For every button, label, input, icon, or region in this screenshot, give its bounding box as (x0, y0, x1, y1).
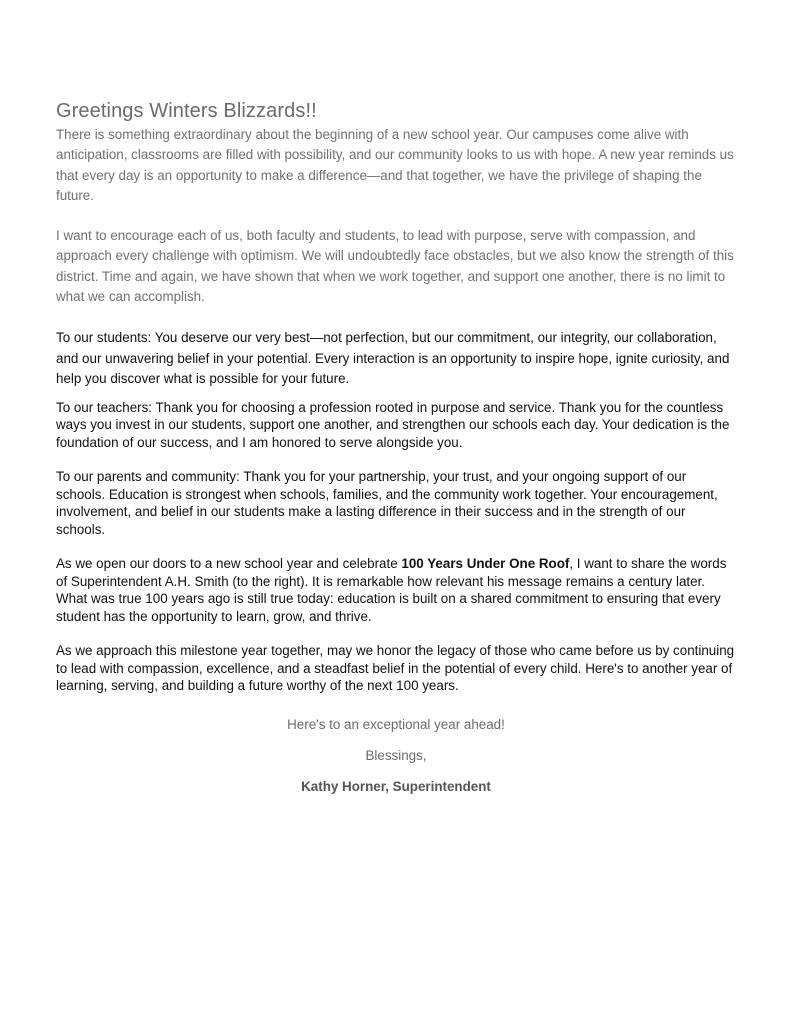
intro-paragraph: There is something extraordinary about the beginning of a new school year. Our campuses come alive with anticipation, classrooms are filled with possibility, and our community looks to us with hope. A new year reminds us that every day is an opportunity to make a difference—and that together, we have the privilege of shaping the future. (56, 127, 734, 203)
teachers-paragraph: To our teachers: Thank you for choosing a profession rooted in purpose and service. Thank you for the countless ways you invest in our students, support one another, and strengthen our schools each day. Your dedication is the foundation of our success, and I am honored to serve alongside you. (56, 399, 730, 450)
parents-paragraph: To our parents and community: Thank you for your partnership, your trust, and your ongoing support of our schools. Education is strongest when schools, families, and the community work together. Your encouragement, involvement, and belief in our students make a lasting difference in their success and in the strength of our schools. (56, 469, 718, 537)
centennial-text-end: , I want to share the words of Superintendent A.H. Smith (to the right). It is remarkable how relevant his message remains a century later. What was true 100 years ago is still true today: education is built on a shared commitment to ensuring that every student has the opportunity to learn, grow, and thrive. (56, 556, 727, 624)
letter-body (56, 99, 736, 797)
students-paragraph: To our students: You deserve our very best—not perfection, but our commitment, our integrity, our collaboration, and our unwavering belief in your potential. Every interaction is an opportunity to inspire hope, ignite curiosity, and help you discover what is possible for your future. (56, 330, 730, 387)
letter-closing (56, 715, 736, 797)
centennial-paragraph (56, 555, 736, 625)
centennial-text-start: As we open our doors to a new school year and celebrate (56, 556, 402, 572)
closing-wish: Here's to an exceptional year ahead! (287, 716, 505, 732)
encouragement-paragraph: I want to encourage each of us, both faculty and students, to lead with purpose, serve with compassion, and approach every challenge with optimism. We will undoubtedly face obstacles, but we also know the strength of this district. Time and again, we have shown that when we work together, and support one another, there is no limit to what we can accomplish. (56, 228, 734, 305)
centennial-emphasis: 100 Years Under One Roof (401, 556, 570, 572)
closing-blessings: Blessings, (365, 747, 427, 763)
signature: Kathy Horner, Superintendent (301, 778, 491, 794)
letter-greeting: Greetings Winters Blizzards!! (56, 100, 317, 122)
milestone-paragraph: As we approach this milestone year together, may we honor the legacy of those who came before us by continuing to lead with compassion, excellence, and a steadfast belief in the potential of every child. Here's to another year of learning, serving, and building a future worthy of the next 100 years. (56, 643, 735, 694)
